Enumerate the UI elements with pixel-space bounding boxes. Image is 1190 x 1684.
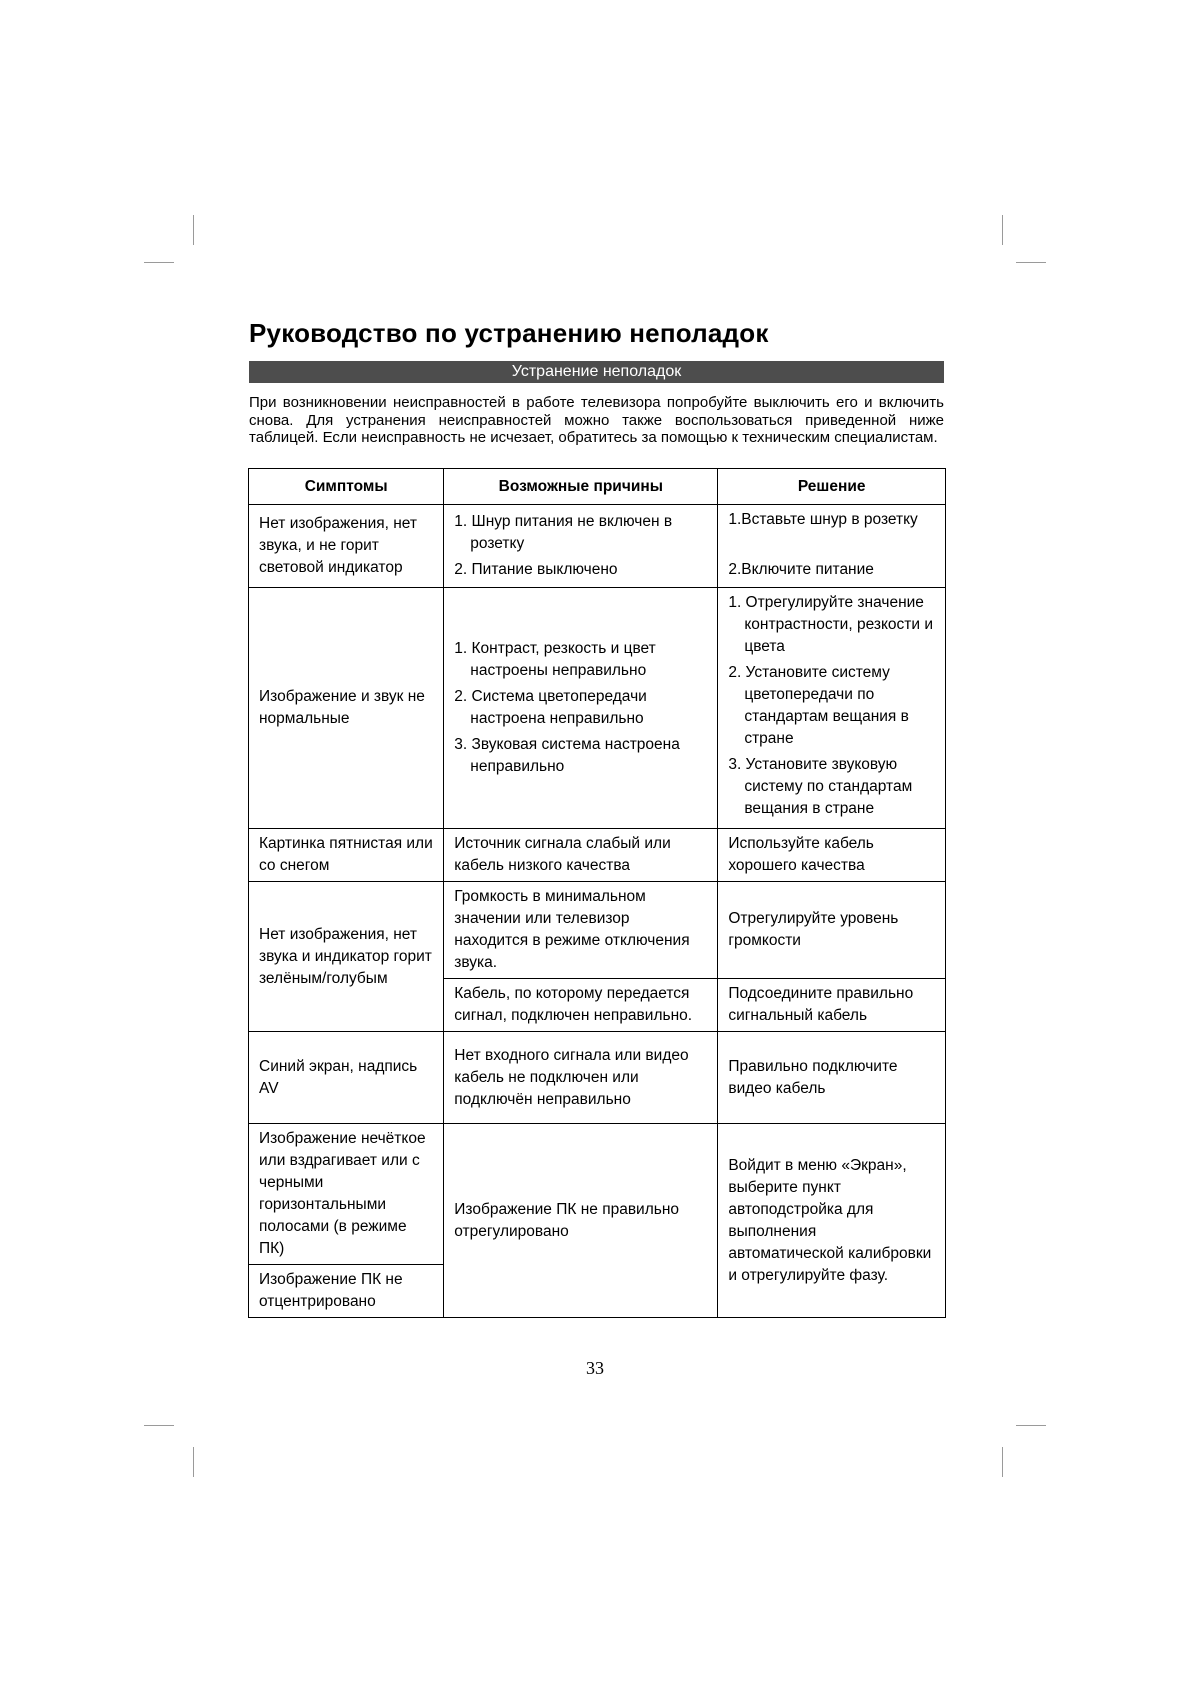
crop-mark: [193, 215, 194, 245]
list-item: 2. Система цветопередачи настроена неправильно: [454, 688, 647, 727]
cause-cell: Нет входного сигнала или видео кабель не подключен или подключён неправильно: [444, 1032, 718, 1124]
table-row: [249, 1032, 946, 1124]
symptom-cell: Изображение и звук не нормальные: [249, 588, 444, 829]
table-header-row: [249, 469, 946, 505]
symptom-cell: Синий экран, надпись AV: [249, 1032, 444, 1124]
solution-cell: [718, 588, 946, 829]
cause-cell: [444, 588, 718, 829]
list-item: 2. Питание выключено: [454, 561, 618, 578]
solution-cell: Используйте кабель хорошего качества: [718, 829, 946, 882]
table-row: [249, 829, 946, 882]
header-solutions: Решение: [718, 469, 946, 505]
intro-paragraph: При возникновении неисправностей в работе телевизора попробуйте выключить его и включить снова. Для устранения неисправностей можно также воспользоваться приведенной ниже таблицей. Если неисправность не исчезает, обратитесь за помощью к техническим специалистам.: [249, 394, 944, 446]
crop-mark: [1002, 215, 1003, 245]
list-item: 1.Вставьте шнур в розетку: [728, 511, 918, 528]
list-item: 1. Отрегулируйте значение контрастности, резкости и цвета: [728, 594, 934, 655]
troubleshooting-table: [248, 468, 946, 1318]
solution-cell: Подсоедините правильно сигнальный кабель: [718, 979, 946, 1032]
list-item: 2. Установите систему цветопередачи по стандартам вещания в стране: [728, 664, 909, 747]
symptom-cell: Картинка пятнистая или со снегом: [249, 829, 444, 882]
cause-cell: Источник сигнала слабый или кабель низкого качества: [444, 829, 718, 882]
page-number: 33: [586, 1358, 604, 1378]
table-row: [249, 1124, 946, 1265]
crop-mark: [193, 1447, 194, 1477]
crop-mark: [1016, 262, 1046, 263]
symptom-cell: Изображение нечёткое или вздрагивает или с черными горизонтальными полосами (в режиме ПК): [249, 1124, 444, 1265]
list-item: 3. Установите звуковую систему по стандартам вещания в стране: [728, 756, 913, 817]
symptom-cell: Нет изображения, нет звука, и не горит световой индикатор: [249, 505, 444, 588]
crop-mark: [1016, 1425, 1046, 1426]
cause-cell: [444, 505, 718, 588]
solution-cell: Правильно подключите видео кабель: [718, 1032, 946, 1124]
symptom-cell: Изображение ПК не отцентрировано: [249, 1265, 444, 1318]
solution-cell: Отрегулируйте уровень громкости: [718, 882, 946, 979]
header-causes: Возможные причины: [444, 469, 718, 505]
section-header: Устранение неполадок: [249, 361, 944, 383]
cause-cell: Кабель, по которому передается сигнал, подключен неправильно.: [444, 979, 718, 1032]
table-row: [249, 882, 946, 979]
list-item: 1. Шнур питания не включен в розетку: [454, 513, 673, 552]
cause-cell: Громкость в минимальном значении или телевизор находится в режиме отключения звука.: [444, 882, 718, 979]
list-item: 3. Звуковая система настроена неправильно: [454, 736, 680, 775]
cause-cell: Изображение ПК не правильно отрегулировано: [444, 1124, 718, 1318]
page-title: Руководство по устранению неполадок: [249, 318, 769, 348]
table-row: [249, 505, 946, 588]
list-item: 1. Контраст, резкость и цвет настроены неправильно: [454, 640, 656, 679]
solution-cell: [718, 505, 946, 588]
symptom-cell: Нет изображения, нет звука и индикатор горит зелёным/голубым: [249, 882, 444, 1032]
crop-mark: [1002, 1447, 1003, 1477]
crop-mark: [144, 1425, 174, 1426]
header-symptoms: Симптомы: [249, 469, 444, 505]
list-item: 2.Включите питание: [728, 561, 874, 578]
solution-cell: Войдит в меню «Экран», выберите пункт автоподстройка для выполнения автоматической калибровки и отрегулируйте фазу.: [718, 1124, 946, 1318]
crop-mark: [144, 262, 174, 263]
table-row: [249, 588, 946, 829]
